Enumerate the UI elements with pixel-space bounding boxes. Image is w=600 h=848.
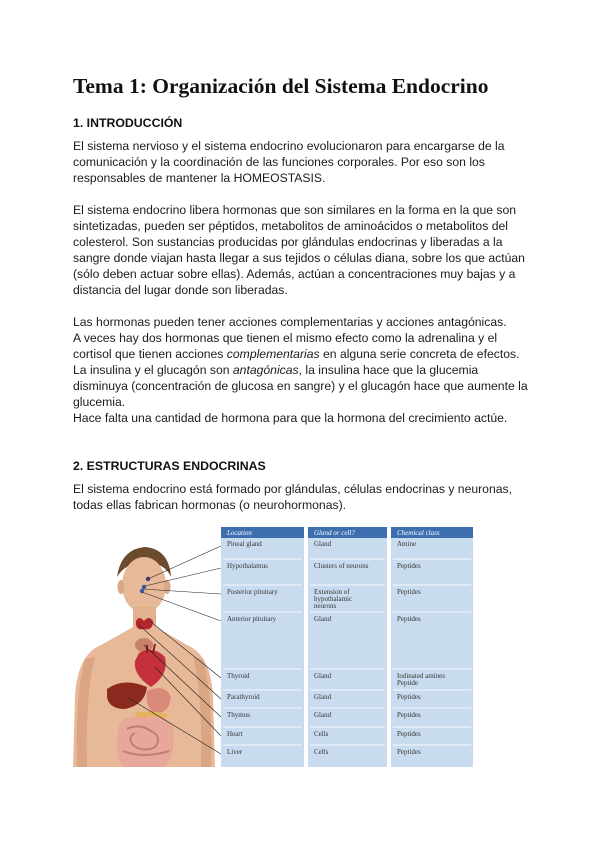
paragraph-line: Hace falta una cantidad de hormona para que la hormona del crecimiento actúe. [73,411,508,425]
table-cell-chemical-class: Peptides [397,562,421,570]
table-cell-location: Anterior pituitary [227,615,277,623]
section-heading-estructuras: 2. ESTRUCTURAS ENDOCRINAS [73,459,266,473]
table-cell-type: Gland [314,540,332,548]
paragraph-line: A veces hay dos hormonas que tienen el mismo efecto como la adrenalina y el [73,331,498,345]
table-cell-type: neurons [314,602,337,610]
paragraph-line: distancia del lugar donde son liberadas. [73,283,288,297]
endocrine-structures-figure [73,527,528,767]
table-cell-location: Heart [227,730,243,738]
table-cell-chemical-class: Peptides [397,588,421,596]
table-cell-type: hypothalamic [314,595,353,603]
text-run: La insulina y el glucagón son [73,363,233,377]
paragraph-line: El sistema endocrino está formado por glándulas, células endocrinas y neuronas, [73,482,512,496]
table-cell-location: Thymus [227,711,250,719]
table-cell-chemical-class: Peptide [397,679,418,687]
paragraph-line: El sistema nervioso y el sistema endocrino evolucionaron para encargarse de la [73,139,505,153]
paragraph-line [73,362,478,378]
table-cell-location: Pineal gland [227,540,262,548]
emphasis-text: complementarias [226,347,320,361]
section-heading-introduccion: 1. INTRODUCCIÓN [73,116,183,130]
table-cell-type: Gland [314,711,332,719]
table-cell-chemical-class: Amine [397,540,417,548]
paragraph-line: responsables de mantener la HOMEOSTASIS. [73,171,326,185]
table-header-label: Chemical class [397,529,440,537]
paragraph-line: colesterol. Son sustancias producidas por glándulas endocrinas y liberadas a la [73,235,503,249]
table-cell-type: Gland [314,672,332,680]
emphasis-text: antagónicas [232,363,299,377]
table-header-label: Gland or cell? [314,529,355,537]
paragraph-line: Las hormonas pueden tener acciones complementarias y acciones antagónicas. [73,315,507,329]
paragraph-line [73,346,519,362]
page-title: Tema 1: Organización del Sistema Endocrino [73,74,489,98]
text-run: , la insulina hace que la glucemia [298,363,479,377]
table-cell-type: Gland [314,615,332,623]
text-run: cortisol que tienen acciones [73,347,227,361]
table-cell-chemical-class: Peptides [397,711,421,719]
table-cell-location: Posterior pituitary [227,588,278,596]
paragraph-line: sintetizadas, pueden ser péptidos, metabolitos de aminoácidos o metabolitos del [73,219,508,233]
table-header [221,527,473,538]
paragraph-line: sangre donde viajan hasta llegar a sus tejidos o células diana, sobre los que actúan [73,251,525,265]
table-cell-location: Hypothalamus [227,562,268,570]
paragraph-line: glucemia. [73,395,126,409]
table-cell-location: Parathyroid [227,693,260,701]
human-body-illustration [73,547,215,767]
table-cell-type: Cells [314,730,329,738]
paragraph-line: comunicación y la coordinación de las funciones corporales. Por eso son los [73,155,485,169]
table-row [227,540,416,548]
table-header-label: Location [227,529,252,537]
table-cell-type: Extension of [314,588,350,596]
table-cell-chemical-class: Peptides [397,615,421,623]
paragraph-line: (sólo deben actuar sobre ellas). Además, actúan a concentraciones muy bajas y a [73,267,516,281]
table-cell-chemical-class: Peptides [397,748,421,756]
table-cell-chemical-class: Iodinated amines [397,672,446,680]
paragraph-line: disminuya (concentración de glucosa en sangre) y el glucagón hace que aumente la [73,379,528,393]
table-cell-type: Cells [314,748,329,756]
figure-svg [73,527,528,767]
paragraph-line: todas ellas fabrican hormonas (o neurohormonas). [73,498,347,512]
table-cell-chemical-class: Peptides [397,730,421,738]
table-cell-location: Thyroid [227,672,250,680]
table-cell-type: Clusters of neurons [314,562,369,570]
table-cell-chemical-class: Peptides [397,693,421,701]
text-run: en alguna serie concreta de efectos. [319,347,520,361]
paragraph-line: El sistema endocrino libera hormonas que son similares en la forma en la que son [73,203,517,217]
table-cell-location: Liver [227,748,243,756]
table-cell-type: Gland [314,693,332,701]
